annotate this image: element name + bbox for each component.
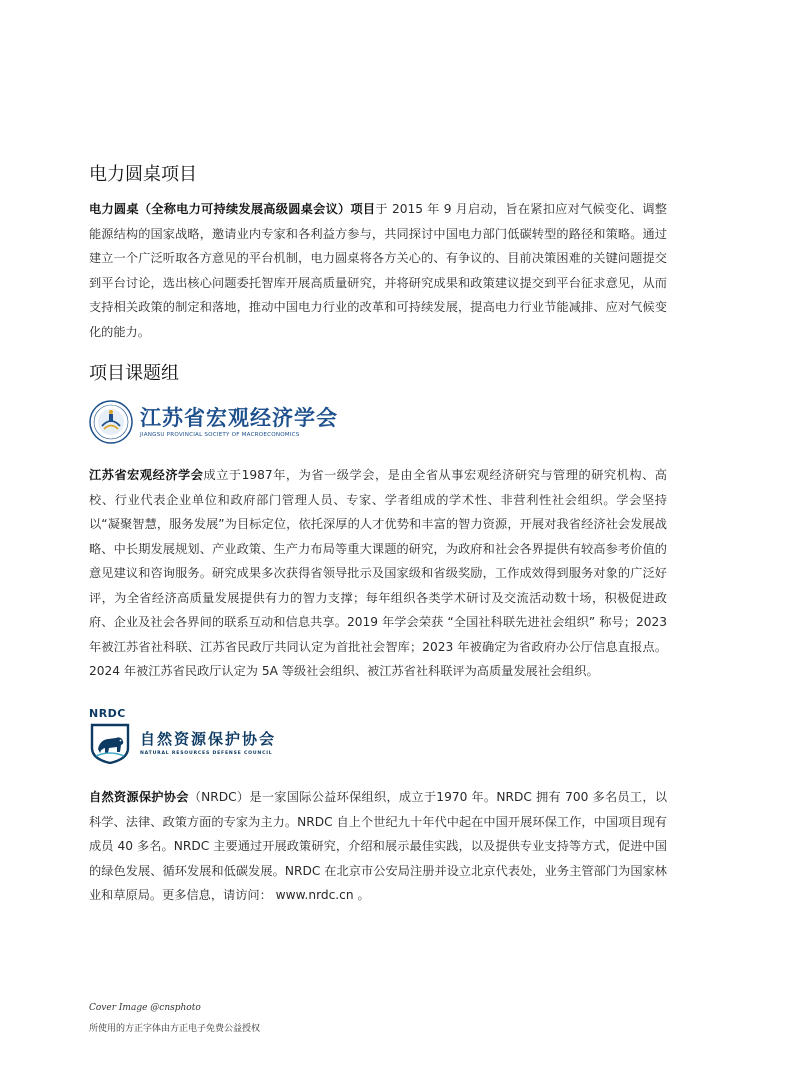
nrdc-logo-subtitle: NATURAL RESOURCES DEFENSE COUNCIL bbox=[140, 751, 273, 756]
section-heading-project-team: 项目课题组 bbox=[89, 363, 179, 384]
nrdc-acronym: NRDC bbox=[89, 707, 126, 720]
jiangsu-lead: 江苏省宏观经济学会 bbox=[89, 468, 204, 482]
section-heading-power-roundtable: 电力圆桌项目 bbox=[89, 164, 197, 185]
power-roundtable-lead: 电力圆桌（全称电力可持续发展高级圆桌会议）项目 bbox=[89, 202, 376, 216]
polar-bear-shield-icon bbox=[89, 722, 131, 764]
jiangsu-paragraph bbox=[89, 463, 667, 684]
font-license-credit: 所使用的方正字体由方正电子免费公益授权 bbox=[89, 1024, 261, 1034]
power-roundtable-paragraph bbox=[89, 197, 667, 344]
jiangsu-body: 成立于1987年，为省一级学会，是由全省从事宏观经济研究与管理的研究机构、高校、行业代表企业单位和政府部门管理人员、专家、学者组成的学术性、非营利性社会组织。学会坚持以“凝聚智慧，服务发展”为目标定位，依托深厚的人才优势和丰富的智力资源，开展对我省经济社会发展战略、中长期发展规划、产业政策、生产力布局等重大课题的研究，为政府和社会各界提供有较高参考价值的意见建议和咨询服务。研究成果多次获得省领导批示及国家级和省级奖励，工作成效得到服务对象的广泛好评，为全省经济高质量发展提供有力的智力支撑；每年组织各类学术研讨及交流活动数十场，积极促进政府、企业及社会各界间的联系互动和信息共享。2019 年学会荣获 “全国社科联先进社会组织” 称号；2023 年被江苏省社科联、江苏省民政厅共同认定为首批社会智库；2023 年被确定为省政府办公厅信息直报点。2024 年被江苏省民政厅认定为 5A 等级社会组织、被江苏省社科联评为高质量发展社会组织。 bbox=[89, 468, 667, 678]
jiangsu-society-logo bbox=[89, 400, 338, 444]
jiangsu-logo-subtitle: JIANGSU PROVINCIAL SOCIETY OF MACROECONOMICS bbox=[140, 432, 300, 438]
cover-image-credit: Cover Image @cnsphoto bbox=[89, 1003, 201, 1013]
nrdc-lead: 自然资源保护协会 bbox=[89, 790, 189, 804]
nrdc-paragraph bbox=[89, 785, 667, 908]
nrdc-logo bbox=[89, 722, 276, 764]
nrdc-logo-title: 自然资源保护协会 bbox=[140, 730, 277, 748]
power-roundtable-body: 于 2015 年 9 月启动，旨在紧扣应对气候变化、调整能源结构的国家战略，邀请业内专家和各利益方参与，共同探讨中国电力部门低碳转型的路径和策略。通过建立一个广泛听取各方意见的平台机制，电力圆桌将各方关心的、有争议的、目前决策困难的关键问题提交到平台讨论，选出核心问题委托智库开展高质量研究，并将研究成果和政策建议提交到平台征求意见，从而支持相关政策的制定和落地，推动中国电力行业的改革和可持续发展，提高电力行业节能减排、应对气候变化的能力。 bbox=[89, 202, 667, 339]
nrdc-body: （NRDC）是一家国际公益环保组织，成立于1970 年。NRDC 拥有 700 多名员工，以科学、法律、政策方面的专家为主力。NRDC 自上个世纪九十年代中起在中国开展环保工作，中国项目现有成员 40 多名。NRDC 主要通过开展政策研究，介绍和展示最佳实践，以及提供专业支持等方式，促进中国的绿色发展、循环发展和低碳发展。NRDC 在北京市公安局注册并设立北京代表处，业务主管部门为国家林业和草原局。更多信息，请访问： www.nrdc.cn 。 bbox=[89, 790, 668, 902]
jiangsu-emblem-icon bbox=[89, 400, 133, 444]
jiangsu-logo-title: 江苏省宏观经济学会 bbox=[140, 406, 338, 430]
